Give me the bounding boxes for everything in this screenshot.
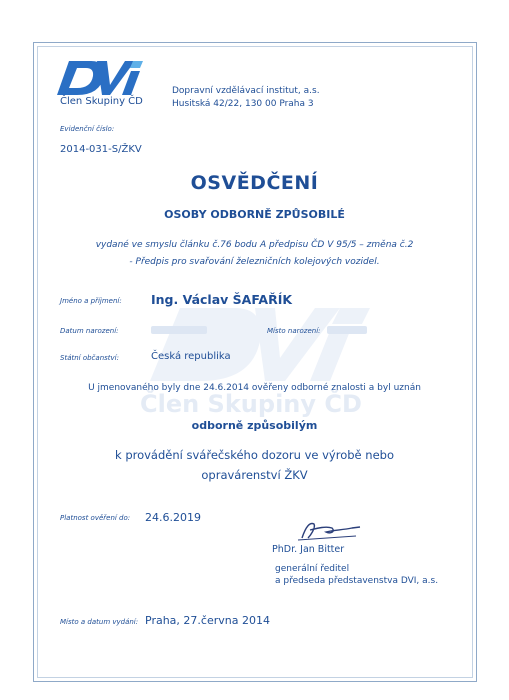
validity-label: Platnost ověření do: (60, 514, 131, 522)
signature-mark (296, 518, 366, 542)
institute-name: Dopravní vzdělávací institut, a.s. (172, 86, 320, 96)
signer-name: PhDr. Jan Bitter (272, 544, 345, 555)
issued-line-1: vydané ve smyslu článku č.76 bodu A předpisu ČD V 95/5 – změna č.2 (95, 240, 414, 250)
verification-statement: U jmenovaného byly dne 24.6.2014 ověřeny odborné znalosti a byl uznán (88, 383, 421, 393)
birth-date-label: Datum narození: (60, 327, 119, 335)
validity-value: 24.6.2019 (145, 511, 201, 524)
dvi-logo (55, 57, 143, 97)
watermark-logo (140, 296, 380, 391)
birth-place-redacted (327, 326, 367, 334)
signer-role-line-1: generální ředitel (275, 564, 350, 574)
scope-line-1: k provádění svářečského dozoru ve výrobě nebo (115, 448, 394, 462)
record-number-value: 2014-031-S/ŽKV (60, 144, 142, 155)
institute-header (172, 85, 320, 111)
signer-role-line-2: a předseda představenstva DVI, a.s. (275, 576, 439, 586)
scope-line-2: opravárenství ŽKV (201, 468, 308, 482)
certificate-title: OSVĚDČENÍ (190, 172, 319, 194)
record-number-label: Evidenční číslo: (60, 125, 115, 133)
issued-line-2: - Předpis pro svařování železničních kolejových vozidel. (129, 257, 380, 267)
birth-place-label: Místo narození: (267, 327, 321, 335)
signer-role (275, 563, 438, 587)
qualification: odborně způsobilým (191, 419, 318, 432)
institute-address: Husitská 42/22, 130 00 Praha 3 (172, 99, 314, 109)
certificate-subtitle: OSOBY ODBORNĚ ZPŮSOBILÉ (164, 208, 345, 221)
birth-date-redacted (151, 326, 207, 334)
issue-label: Místo a datum vydání: (60, 618, 139, 626)
watermark-text: Člen Skupiny ČD (140, 390, 362, 418)
issue-value: Praha, 27.června 2014 (145, 614, 270, 627)
person-name: Ing. Václav ŠAFAŘÍK (151, 292, 293, 307)
citizenship-label: Státní občanství: (60, 354, 119, 362)
citizenship-value: Česká republika (151, 351, 231, 362)
name-label: Jméno a příjmení: (60, 297, 122, 305)
logo-subtitle: Člen Skupiny ČD (60, 96, 143, 107)
